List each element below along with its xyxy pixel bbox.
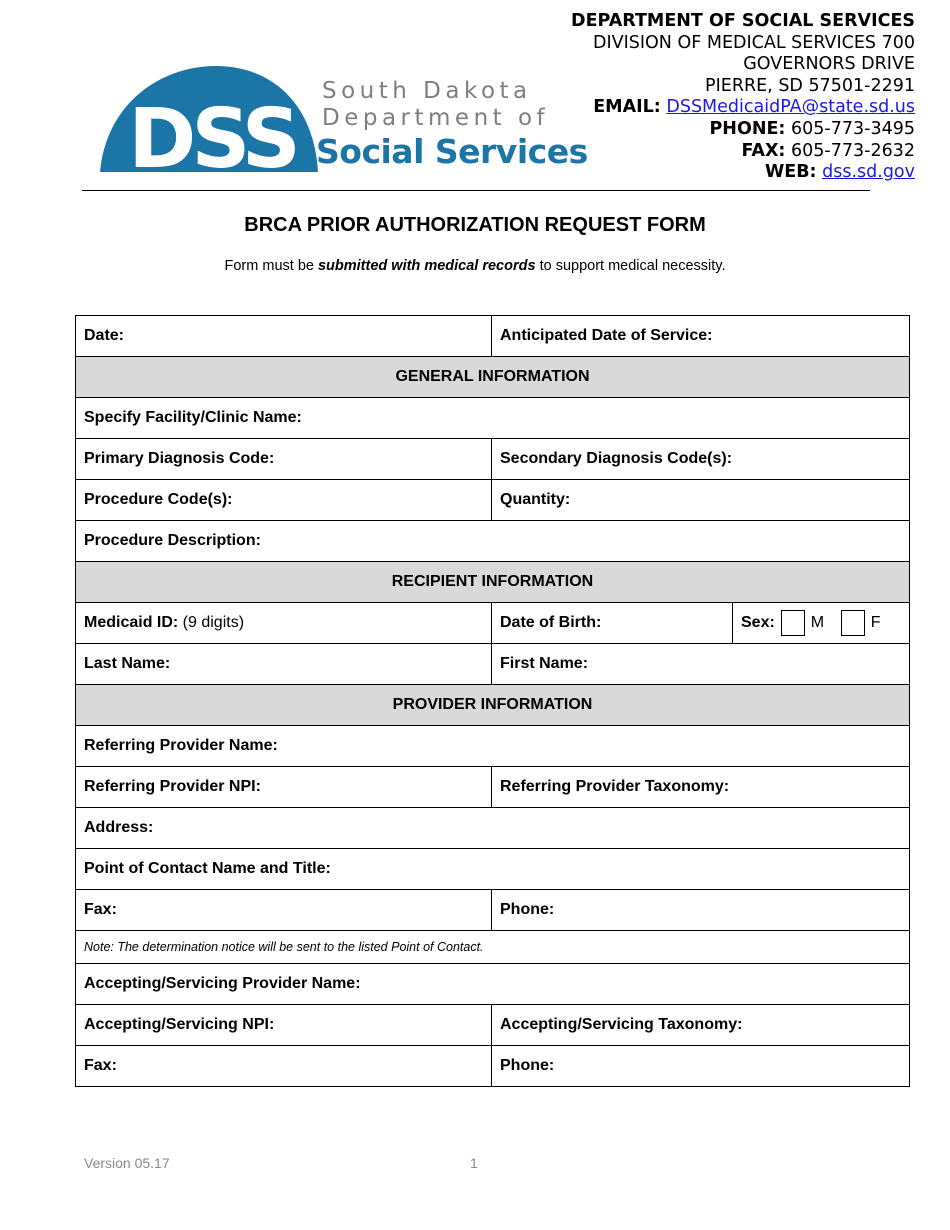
street-line: GOVERNORS DRIVE <box>743 54 915 75</box>
fax-label: FAX: <box>741 140 786 161</box>
page-number: 1 <box>470 1155 478 1171</box>
form-row <box>76 808 910 849</box>
secondary-dx-label: Secondary Diagnosis Code(s): <box>500 450 733 467</box>
referring-npi-field[interactable] <box>76 767 492 808</box>
form-row <box>76 644 910 685</box>
procedure-codes-label: Procedure Code(s): <box>84 491 233 508</box>
primary-dx-label: Primary Diagnosis Code: <box>84 450 275 467</box>
referring-npi-label: Referring Provider NPI: <box>84 778 261 795</box>
fax-line <box>571 141 915 163</box>
dss-logo-mark <box>100 64 322 176</box>
phone-line <box>571 119 915 141</box>
form-row <box>76 767 910 808</box>
point-of-contact-label: Point of Contact Name and Title: <box>84 860 331 877</box>
logo-line-social-services: Social Services <box>316 132 588 171</box>
address-label: Address: <box>84 819 154 836</box>
anticipated-date-label: Anticipated Date of Service: <box>500 327 713 344</box>
phone-value: 605-773-3495 <box>791 118 915 139</box>
last-name-field[interactable] <box>76 644 492 685</box>
accepting-phone-field[interactable] <box>492 1046 910 1087</box>
referring-taxonomy-field[interactable] <box>492 767 910 808</box>
accepting-phone-label: Phone: <box>500 1057 555 1074</box>
sex-field <box>733 603 910 644</box>
accepting-provider-name-field[interactable] <box>76 964 910 1005</box>
form-row <box>76 316 910 357</box>
fax-value: 605-773-2632 <box>791 140 915 161</box>
form-row <box>76 1005 910 1046</box>
accepting-npi-field[interactable] <box>76 1005 492 1046</box>
form-row <box>76 562 910 603</box>
medicaid-id-hint: (9 digits) <box>178 614 245 631</box>
form-title: BRCA PRIOR AUTHORIZATION REQUEST FORM <box>244 214 706 236</box>
first-name-field[interactable] <box>492 644 910 685</box>
form-row <box>76 603 910 644</box>
subtitle-post: to support medical necessity. <box>535 258 726 274</box>
referring-taxonomy-label: Referring Provider Taxonomy: <box>500 778 730 795</box>
form-row <box>76 931 910 964</box>
referring-provider-name-field[interactable] <box>76 726 910 767</box>
form-row <box>76 849 910 890</box>
sex-label: Sex: <box>741 614 775 631</box>
form-row <box>76 480 910 521</box>
web-link[interactable]: dss.sd.gov <box>822 162 915 183</box>
form-row <box>76 521 910 562</box>
header-divider <box>82 190 870 191</box>
referring-fax-field[interactable] <box>76 890 492 931</box>
svg-text:DSS: DSS <box>128 92 296 176</box>
quantity-label: Quantity: <box>500 491 571 508</box>
point-of-contact-field[interactable] <box>76 849 910 890</box>
email-link[interactable]: DSSMedicaidPA@state.sd.us <box>666 97 915 118</box>
contact-block <box>571 11 915 184</box>
referring-provider-name-label: Referring Provider Name: <box>84 737 278 754</box>
accepting-provider-name-label: Accepting/Servicing Provider Name: <box>84 975 361 992</box>
division-line: DIVISION OF MEDICAL SERVICES 700 <box>592 32 915 53</box>
address-field[interactable] <box>76 808 910 849</box>
form-row <box>76 685 910 726</box>
phone-label: PHONE: <box>709 118 786 139</box>
procedure-description-label: Procedure Description: <box>84 532 261 549</box>
email-line <box>571 97 915 119</box>
email-label: EMAIL: <box>593 97 661 118</box>
recipient-section-header: RECIPIENT INFORMATION <box>76 562 910 603</box>
authorization-form <box>75 315 910 1087</box>
medicaid-id-field[interactable] <box>76 603 492 644</box>
date-field[interactable] <box>76 316 492 357</box>
accepting-npi-label: Accepting/Servicing NPI: <box>84 1016 275 1033</box>
form-row <box>76 964 910 1005</box>
form-row <box>76 398 910 439</box>
anticipated-date-field[interactable] <box>492 316 910 357</box>
first-name-label: First Name: <box>500 655 589 672</box>
accepting-taxonomy-field[interactable] <box>492 1005 910 1046</box>
sex-m-checkbox[interactable] <box>781 610 805 636</box>
accepting-fax-label: Fax: <box>84 1057 117 1074</box>
web-line <box>571 162 915 184</box>
logo-wordmark <box>316 78 588 172</box>
sex-f-checkbox[interactable] <box>841 610 865 636</box>
form-row <box>76 890 910 931</box>
date-label: Date: <box>84 327 125 344</box>
form-row <box>76 726 910 767</box>
logo-line-department: Department of <box>322 105 550 131</box>
dob-field[interactable] <box>492 603 733 644</box>
general-section-header: GENERAL INFORMATION <box>76 357 910 398</box>
city-line: PIERRE, SD 57501-2291 <box>705 75 915 96</box>
sex-f-label: F <box>870 614 881 631</box>
facility-label: Specify Facility/Clinic Name: <box>84 409 302 426</box>
version-label: Version 05.17 <box>84 1155 170 1171</box>
procedure-description-field[interactable] <box>76 521 910 562</box>
form-row <box>76 439 910 480</box>
form-row <box>76 357 910 398</box>
secondary-dx-field[interactable] <box>492 439 910 480</box>
referring-phone-field[interactable] <box>492 890 910 931</box>
primary-dx-field[interactable] <box>76 439 492 480</box>
logo-line-state: South Dakota <box>322 78 532 104</box>
facility-field[interactable] <box>76 398 910 439</box>
medicaid-id-label: Medicaid ID: <box>84 614 179 631</box>
determination-note: Note: The determination notice will be sent to the listed Point of Contact. <box>76 931 910 964</box>
dss-logo <box>100 64 610 176</box>
form-subtitle <box>0 258 950 274</box>
dob-label: Date of Birth: <box>500 614 602 631</box>
sex-m-label: M <box>810 614 825 631</box>
provider-section-header: PROVIDER INFORMATION <box>76 685 910 726</box>
web-label: WEB: <box>764 162 817 183</box>
org-name: DEPARTMENT OF SOCIAL SERVICES <box>571 11 915 31</box>
referring-phone-label: Phone: <box>500 901 555 918</box>
subtitle-pre: Form must be <box>224 258 318 274</box>
referring-fax-label: Fax: <box>84 901 117 918</box>
accepting-fax-field[interactable] <box>76 1046 492 1087</box>
accepting-taxonomy-label: Accepting/Servicing Taxonomy: <box>500 1016 743 1033</box>
procedure-codes-field[interactable] <box>76 480 492 521</box>
subtitle-emphasis: submitted with medical records <box>317 258 536 274</box>
form-row <box>76 1046 910 1087</box>
last-name-label: Last Name: <box>84 655 171 672</box>
quantity-field[interactable] <box>492 480 910 521</box>
